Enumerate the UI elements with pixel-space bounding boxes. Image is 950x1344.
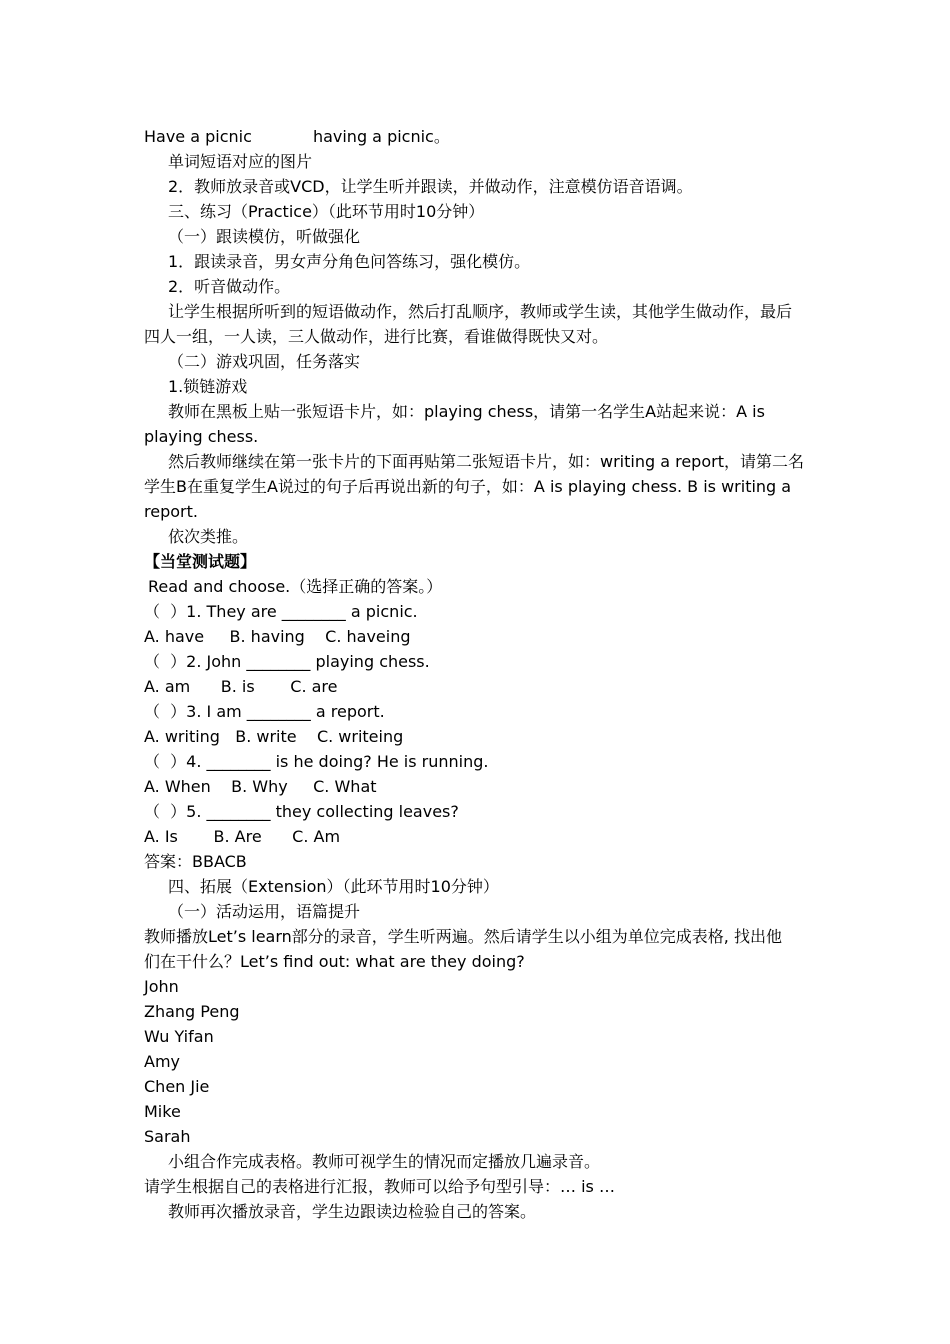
quiz-answer: 答案：BBACB xyxy=(144,852,247,871)
quiz-options: A. Is B. Are C. Am xyxy=(144,827,341,846)
name-item: Sarah xyxy=(144,1127,191,1146)
text-line: Have a picnic having a picnic。 xyxy=(144,127,450,146)
quiz-question: （ ）5. ________ they collecting leaves? xyxy=(144,802,459,821)
quiz-question: （ ）1. They are ________ a picnic. xyxy=(144,602,418,621)
text-line: 小组合作完成表格。教师可视学生的情况而定播放几遍录音。 xyxy=(168,1152,601,1171)
text-line: 2．听音做动作。 xyxy=(168,277,291,296)
text-line: 教师播放Let’s learn部分的录音，学生听两遍。然后请学生以小组为单位完成表格, 找出他 xyxy=(144,927,782,946)
subsection-heading: （一）跟读模仿，听做强化 xyxy=(168,227,361,246)
text-line: 四人一组，一人读，三人做动作，进行比赛，看谁做得既快又对。 xyxy=(144,327,609,346)
quiz-options: A. am B. is C. are xyxy=(144,677,338,696)
text-line: 教师再次播放录音，学生边跟读边检验自己的答案。 xyxy=(168,1202,537,1221)
name-item: Chen Jie xyxy=(144,1077,210,1096)
name-item: Wu Yifan xyxy=(144,1027,214,1046)
quiz-options: A. When B. Why C. What xyxy=(144,777,377,796)
text-line: report. xyxy=(144,502,198,521)
text-line: 2．教师放录音或VCD，让学生听并跟读，并做动作，注意模仿语音语调。 xyxy=(168,177,693,196)
text-line: 1.锁链游戏 xyxy=(168,377,248,396)
text-line: 然后教师继续在第一张卡片的下面再贴第二张短语卡片，如：writing a report，请第二名 xyxy=(168,452,804,471)
quiz-heading: 【当堂测试题】 xyxy=(144,552,257,571)
section-heading: 四、拓展（Extension）（此环节用时10分钟） xyxy=(168,877,499,896)
quiz-instruction: Read and choose.（选择正确的答案。） xyxy=(148,577,443,596)
quiz-question: （ ）4. ________ is he doing? He is running. xyxy=(144,752,489,771)
text-line: 教师在黑板上贴一张短语卡片，如：playing chess，请第一名学生A站起来说：A is xyxy=(168,402,765,421)
text-line: playing chess. xyxy=(144,427,259,446)
text-line: 学生B在重复学生A说过的句子后再说出新的句子，如：A is playing chess. B is writing a xyxy=(144,477,792,496)
name-item: Zhang Peng xyxy=(144,1002,240,1021)
name-item: Amy xyxy=(144,1052,180,1071)
quiz-options: A. have B. having C. haveing xyxy=(144,627,411,646)
subsection-heading: （一）活动运用，语篇提升 xyxy=(168,902,361,921)
name-item: John xyxy=(144,977,179,996)
quiz-question: （ ）2. John ________ playing chess. xyxy=(144,652,430,671)
quiz-options: A. writing B. write C. writeing xyxy=(144,727,404,746)
text-line: 单词短语对应的图片 xyxy=(168,152,313,171)
text-line: 依次类推。 xyxy=(168,527,249,546)
quiz-question: （ ）3. I am ________ a report. xyxy=(144,702,385,721)
text-line: 请学生根据自己的表格进行汇报，教师可以给予句型引导：… is … xyxy=(144,1177,615,1196)
text-line: 们在干什么？Let’s find out: what are they doing? xyxy=(144,952,525,971)
text-line: 让学生根据所听到的短语做动作，然后打乱顺序，教师或学生读，其他学生做动作，最后 xyxy=(168,302,793,321)
section-heading: 三、练习（Practice）（此环节用时10分钟） xyxy=(168,202,485,221)
subsection-heading: （二）游戏巩固，任务落实 xyxy=(168,352,361,371)
text-line: 1．跟读录音，男女声分角色问答练习，强化模仿。 xyxy=(168,252,531,271)
name-item: Mike xyxy=(144,1102,181,1121)
